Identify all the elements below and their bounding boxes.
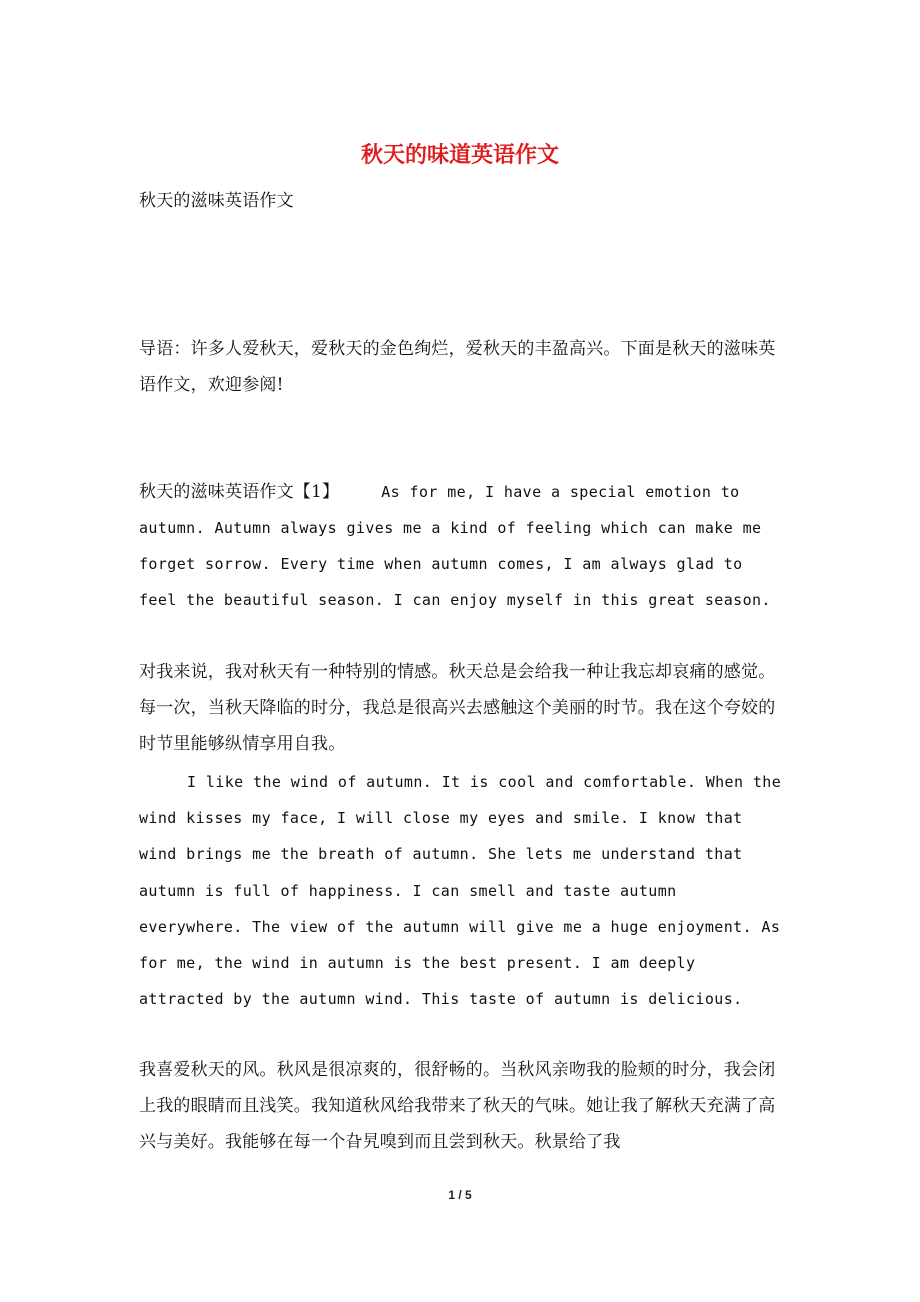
document-subtitle: 秋天的滋味英语作文	[139, 191, 294, 211]
section1-english-paragraph-1: As for me, I have a special emotion to autumn. Autumn always gives me a kind of feeling which can make me forget sorrow. Every time when autumn comes, I am always glad to feel the beautiful season. I can enjoy myself in this great season.	[139, 483, 771, 609]
section1-chinese-paragraph-1: 对我来说，我对秋天有一种特别的情感。秋天总是会给我一种让我忘却哀痛的感觉。每一次，当秋天降临的时分，我总是很高兴去感触这个美丽的时节。我在这个夸姣的时节里能够纵情享用自我。	[139, 662, 776, 754]
section1-heading: 秋天的滋味英语作文【1】	[139, 482, 340, 502]
section1-english-paragraph-2: I like the wind of autumn. It is cool and comfortable. When the wind kisses my face, I will close my eyes and smile. I know that wind brings me the breath of autumn. She lets me understand that autumn is full of happiness. I can smell and taste autumn everywhere. The view of the autumn will give me a huge enjoyment. As for me, the wind in autumn is the best present. I am deeply attracted by the autumn wind. This taste of autumn is delicious.	[139, 773, 782, 1009]
section1-first-paragraph	[139, 474, 784, 618]
page-indicator: 1 / 5	[448, 1188, 472, 1202]
section1-chinese-paragraph-2: 我喜爱秋天的风。秋风是很凉爽的，很舒畅的。当秋风亲吻我的脸颊的时分，我会闭上我的眼睛而且浅笑。我知道秋风给我带来了秋天的气味。她让我了解秋天充满了高兴与美好。我能够在每一个旮旯嗅到而且尝到秋天。秋景给了我	[139, 1060, 776, 1152]
document-title: 秋天的味道英语作文	[360, 142, 559, 168]
intro-paragraph: 导语：许多人爱秋天，爱秋天的金色绚烂，爱秋天的丰盈高兴。下面是秋天的滋味英语作文，欢迎参阅!	[139, 339, 776, 395]
